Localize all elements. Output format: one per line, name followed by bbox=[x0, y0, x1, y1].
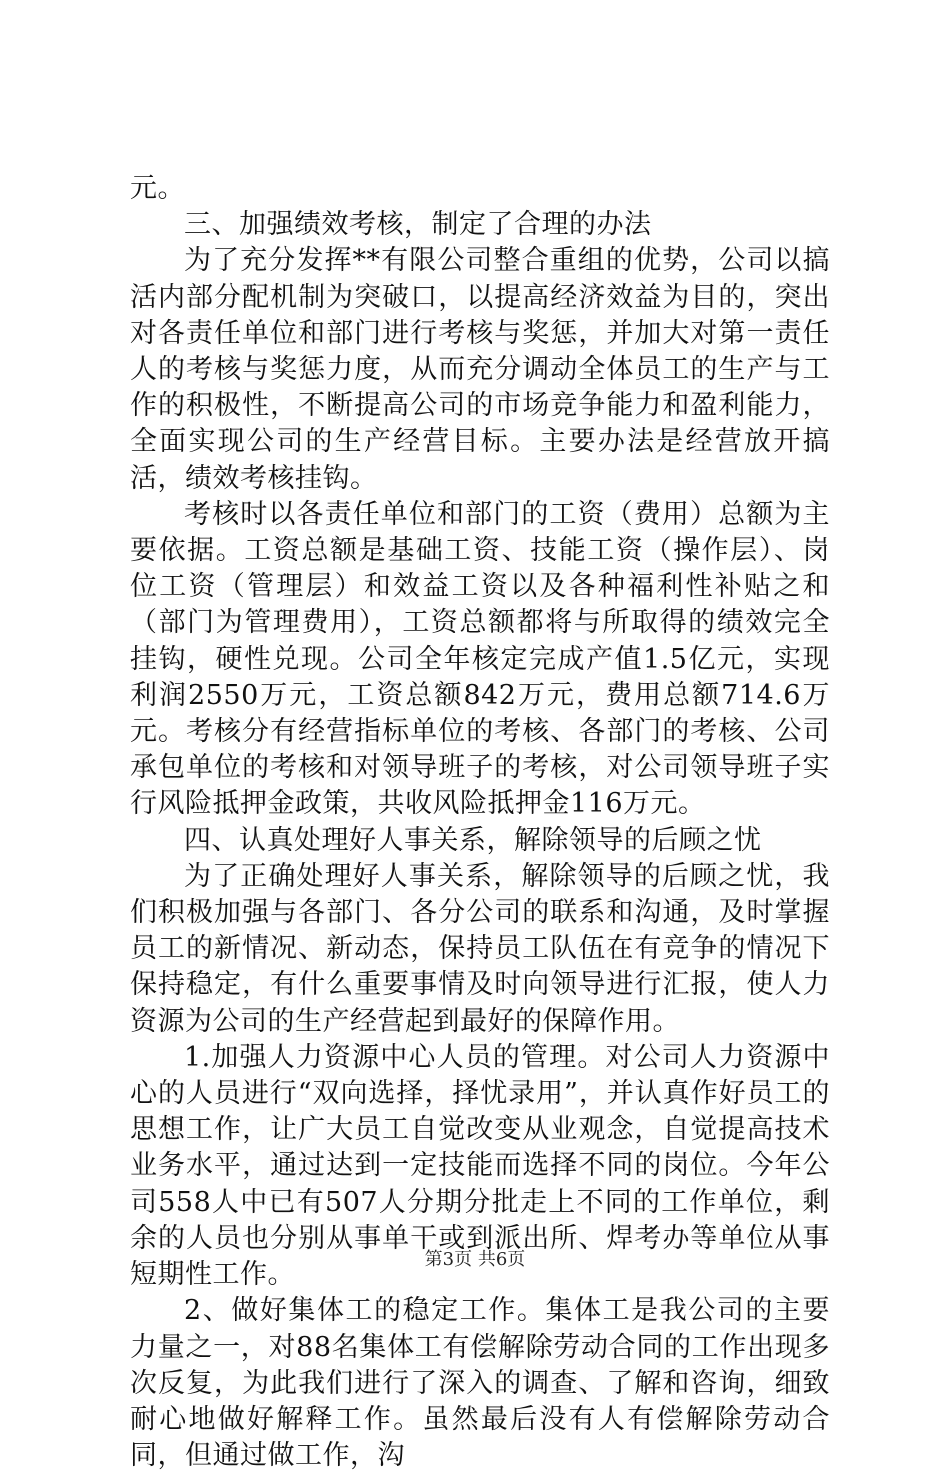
paragraph-body: 1.加强人力资源中心人员的管理。对公司人力资源中心的人员进行“双向选择，择忧录用”，并认真作好员工的思想工作，让广大员工自觉改变从业观念，自觉提高技术业务水平，通过达到一定技能而选择不同的岗位。今年公司558人中已有507人分期分批走上不同的工作单位，剩余的人员也分别从事单干或到派出所、焊考办等单位从事短期性工作。 bbox=[130, 1041, 830, 1291]
paragraph-body: 为了正确处理好人事关系，解除领导的后顾之忧，我们积极加强与各部门、各分公司的联系和沟通，及时掌握员工的新情况、新动态，保持员工队伍在有竞争的情况下保持稳定，有什么重要事情及时向领导进行汇报，使人力资源为公司的生产经营起到最好的保障作用。 bbox=[130, 860, 830, 1037]
paragraph-body: 考核时以各责任单位和部门的工资（费用）总额为主要依据。工资总额是基础工资、技能工资（操作层）、岗位工资（管理层）和效益工资以及各种福利性补贴之和（部门为管理费用），工资总额都将与所取得的绩效完全挂钩，硬性兑现。公司全年核定完成产值1.5亿元，实现利润2550万元，工资总额842万元，费用总额714.6万元。考核分有经营指标单位的考核、各部门的考核、公司承包单位的考核和对领导班子的考核，对公司领导班子实行风险抵押金政策，共收风险抵押金116万元。 bbox=[130, 498, 830, 820]
section-heading-3: 三、加强绩效考核，制定了合理的办法 bbox=[184, 209, 652, 241]
page-footer: 第3页 共6页 bbox=[424, 1249, 526, 1270]
document-body bbox=[130, 171, 830, 1474]
paragraph-body: 2、做好集体工的稳定工作。集体工是我公司的主要力量之一，对88名集体工有偿解除劳动合同的工作出现多次反复，为此我们进行了深入的调查、了解和咨询，细致耐心地做好解释工作。虽然最后没有人有偿解除劳动合同，但通过做工作，沟 bbox=[130, 1295, 830, 1472]
section-heading-4: 四、认真处理好人事关系，解除领导的后顾之忧 bbox=[184, 824, 762, 856]
paragraph-body: 为了充分发挥**有限公司整合重组的优势，公司以搞活内部分配机制为突破口，以提高经济效益为目的，突出对各责任单位和部门进行考核与奖惩，并加大对第一责任人的考核与奖惩力度，从而充分调动全体员工的生产与工作的积极性，不断提高公司的市场竞争能力和盈利能力，全面实现公司的生产经营目标。主要办法是经营放开搞活，绩效考核挂钩。 bbox=[130, 245, 830, 494]
paragraph-continuation: 元。 bbox=[130, 173, 185, 204]
